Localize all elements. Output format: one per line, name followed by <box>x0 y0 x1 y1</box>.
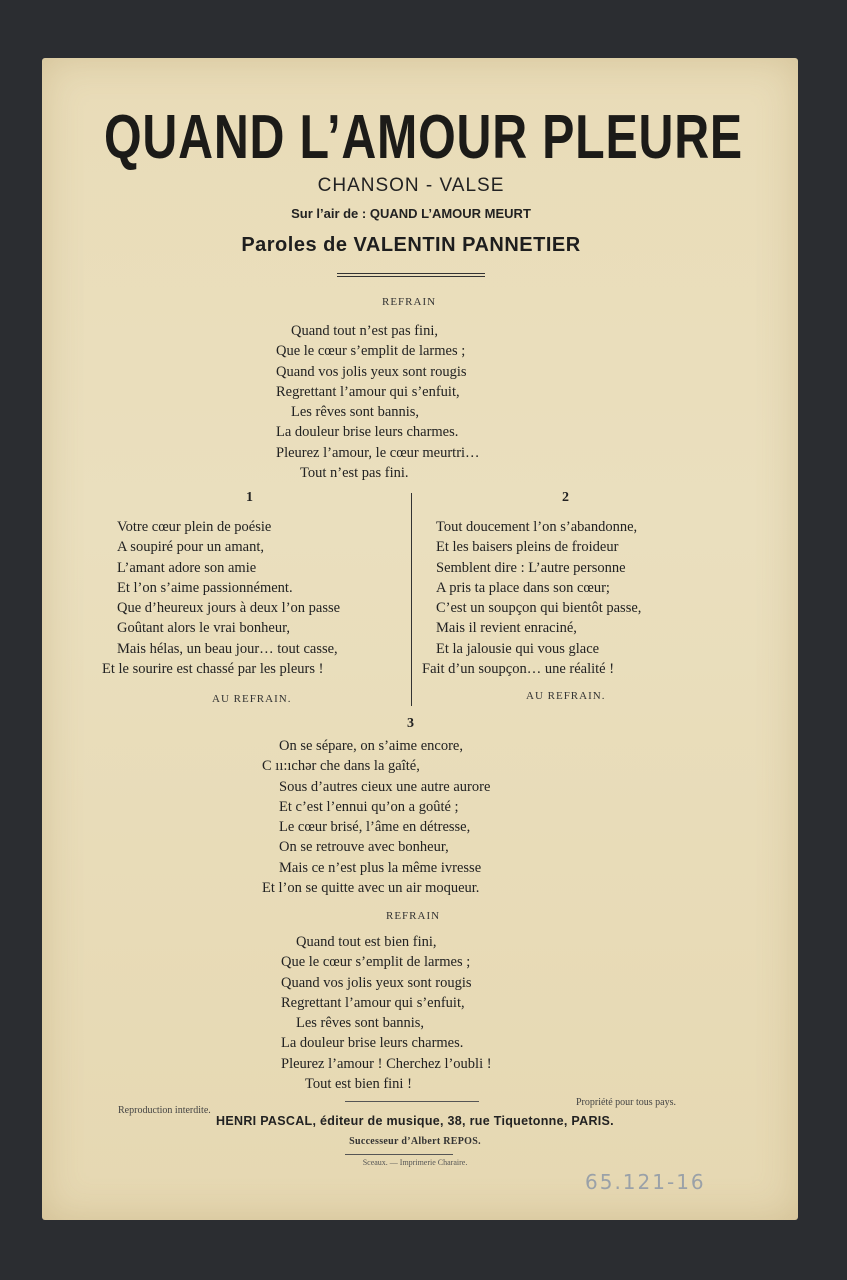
lyric-line: Quand tout n’est pas fini, <box>291 323 438 339</box>
lyric-line: C ıı:ıchər che dans la gaîté, <box>262 758 420 775</box>
printer-line: Sceaux. — Imprimerie Charaire. <box>362 1158 468 1167</box>
lyric-line: Votre cœur plein de poésie <box>117 519 272 535</box>
refrain-block <box>281 932 492 1094</box>
end-divider <box>345 1101 479 1102</box>
lyric-line: C’est un soupçon qui bientôt passe, <box>436 600 642 617</box>
lyric-line: Tout n’est pas fini. <box>300 465 409 482</box>
song-title: QUAND L’AMOUR PLEURE <box>104 103 743 172</box>
lyric-line: Regrettant l’amour qui s’enfuit, <box>276 383 460 400</box>
song-air: Sur l’air de : QUAND L’AMOUR MEURT <box>291 206 531 221</box>
printer-divider <box>345 1154 453 1155</box>
successor-line: Successeur d’Albert REPOS. <box>349 1136 481 1147</box>
publisher-line: HENRI PASCAL, éditeur de musique, 38, rue Tiquetonne, PARIS. <box>216 1114 614 1128</box>
lyric-line: Quand vos jolis yeux sont rougis <box>276 363 467 380</box>
lyric-line: Et la jalousie qui vous glace <box>436 640 600 657</box>
lyric-line: L’amant adore son amie <box>117 559 257 576</box>
lyric-line: Pleurez l’amour, le cœur meurtri… <box>276 444 480 461</box>
refrain-block <box>276 321 480 483</box>
lyric-line: Que le cœur s’emplit de larmes ; <box>276 343 466 360</box>
lyric-line: Mais hélas, un beau jour… tout casse, <box>117 640 338 657</box>
lyric-line: Pleurez l’amour ! Cherchez l’oubli ! <box>281 1055 492 1072</box>
lyric-line: Sous d’autres cieux une autre aurore <box>279 778 491 795</box>
verse-number: 2 <box>562 490 569 505</box>
lyric-line: Quand tout est bien fini, <box>296 934 437 950</box>
verse-block <box>262 736 490 898</box>
lyric-line: Et l’on se quitte avec un air moqueur. <box>262 880 480 897</box>
lyric-line: On se sépare, on s’aime encore, <box>279 738 463 754</box>
lyric-line: Et les baisers pleins de froideur <box>436 539 619 556</box>
verse-footer: AU REFRAIN. <box>526 690 606 702</box>
song-author: Paroles de VALENTIN PANNETIER <box>241 234 581 256</box>
verse-number: 3 <box>407 716 414 731</box>
reproduction-note: Reproduction interdite. <box>118 1105 211 1116</box>
lyric-line: Et l’on s’aime passionnément. <box>117 579 293 596</box>
lyric-line: On se retrouve avec bonheur, <box>279 839 449 856</box>
lyric-line: Les rêves sont bannis, <box>296 1015 425 1032</box>
lyric-line: Et c’est l’ennui qu’on a goûté ; <box>279 798 459 815</box>
refrain-label: REFRAIN <box>382 296 437 308</box>
lyric-line: Tout doucement l’on s’abandonne, <box>436 519 638 535</box>
lyric-line: Quand vos jolis yeux sont rougis <box>281 974 472 991</box>
lyric-line: Les rêves sont bannis, <box>291 404 420 421</box>
lyric-line: Fait d’un soupçon… une réalité ! <box>422 661 615 678</box>
archive-number: 65.121-16 <box>585 1170 706 1194</box>
song-genre: CHANSON - VALSE <box>317 175 505 196</box>
lyric-line: Mais il revient enraciné, <box>436 620 577 637</box>
property-note: Propriété pour tous pays. <box>576 1097 676 1108</box>
verse-block <box>102 517 340 679</box>
refrain-label: REFRAIN <box>386 910 441 922</box>
lyric-line: Que d’heureux jours à deux l’on passe <box>117 600 341 617</box>
lyric-line: Tout est bien fini ! <box>305 1076 412 1093</box>
lyric-line: La douleur brise leurs charmes. <box>281 1035 464 1052</box>
column-divider <box>411 493 412 706</box>
lyric-line: Et le sourire est chassé par les pleurs ! <box>102 661 324 678</box>
lyric-line: A pris ta place dans son cœur; <box>436 579 610 596</box>
lyric-line: Que le cœur s’emplit de larmes ; <box>281 954 471 971</box>
verse-number: 1 <box>246 490 253 505</box>
lyric-line: A soupiré pour un amant, <box>117 539 264 556</box>
lyric-line: Mais ce n’est plus la même ivresse <box>279 859 482 876</box>
verse-block <box>422 517 641 679</box>
verse-footer: AU REFRAIN. <box>212 693 292 705</box>
lyric-line: Regrettant l’amour qui s’enfuit, <box>281 994 465 1011</box>
lyric-line: La douleur brise leurs charmes. <box>276 424 459 441</box>
lyric-line: Le cœur brisé, l’âme en détresse, <box>279 819 471 836</box>
lyric-line: Semblent dire : L’autre personne <box>436 559 626 576</box>
title-divider <box>337 273 485 277</box>
lyric-line: Goûtant alors le vrai bonheur, <box>117 620 290 637</box>
